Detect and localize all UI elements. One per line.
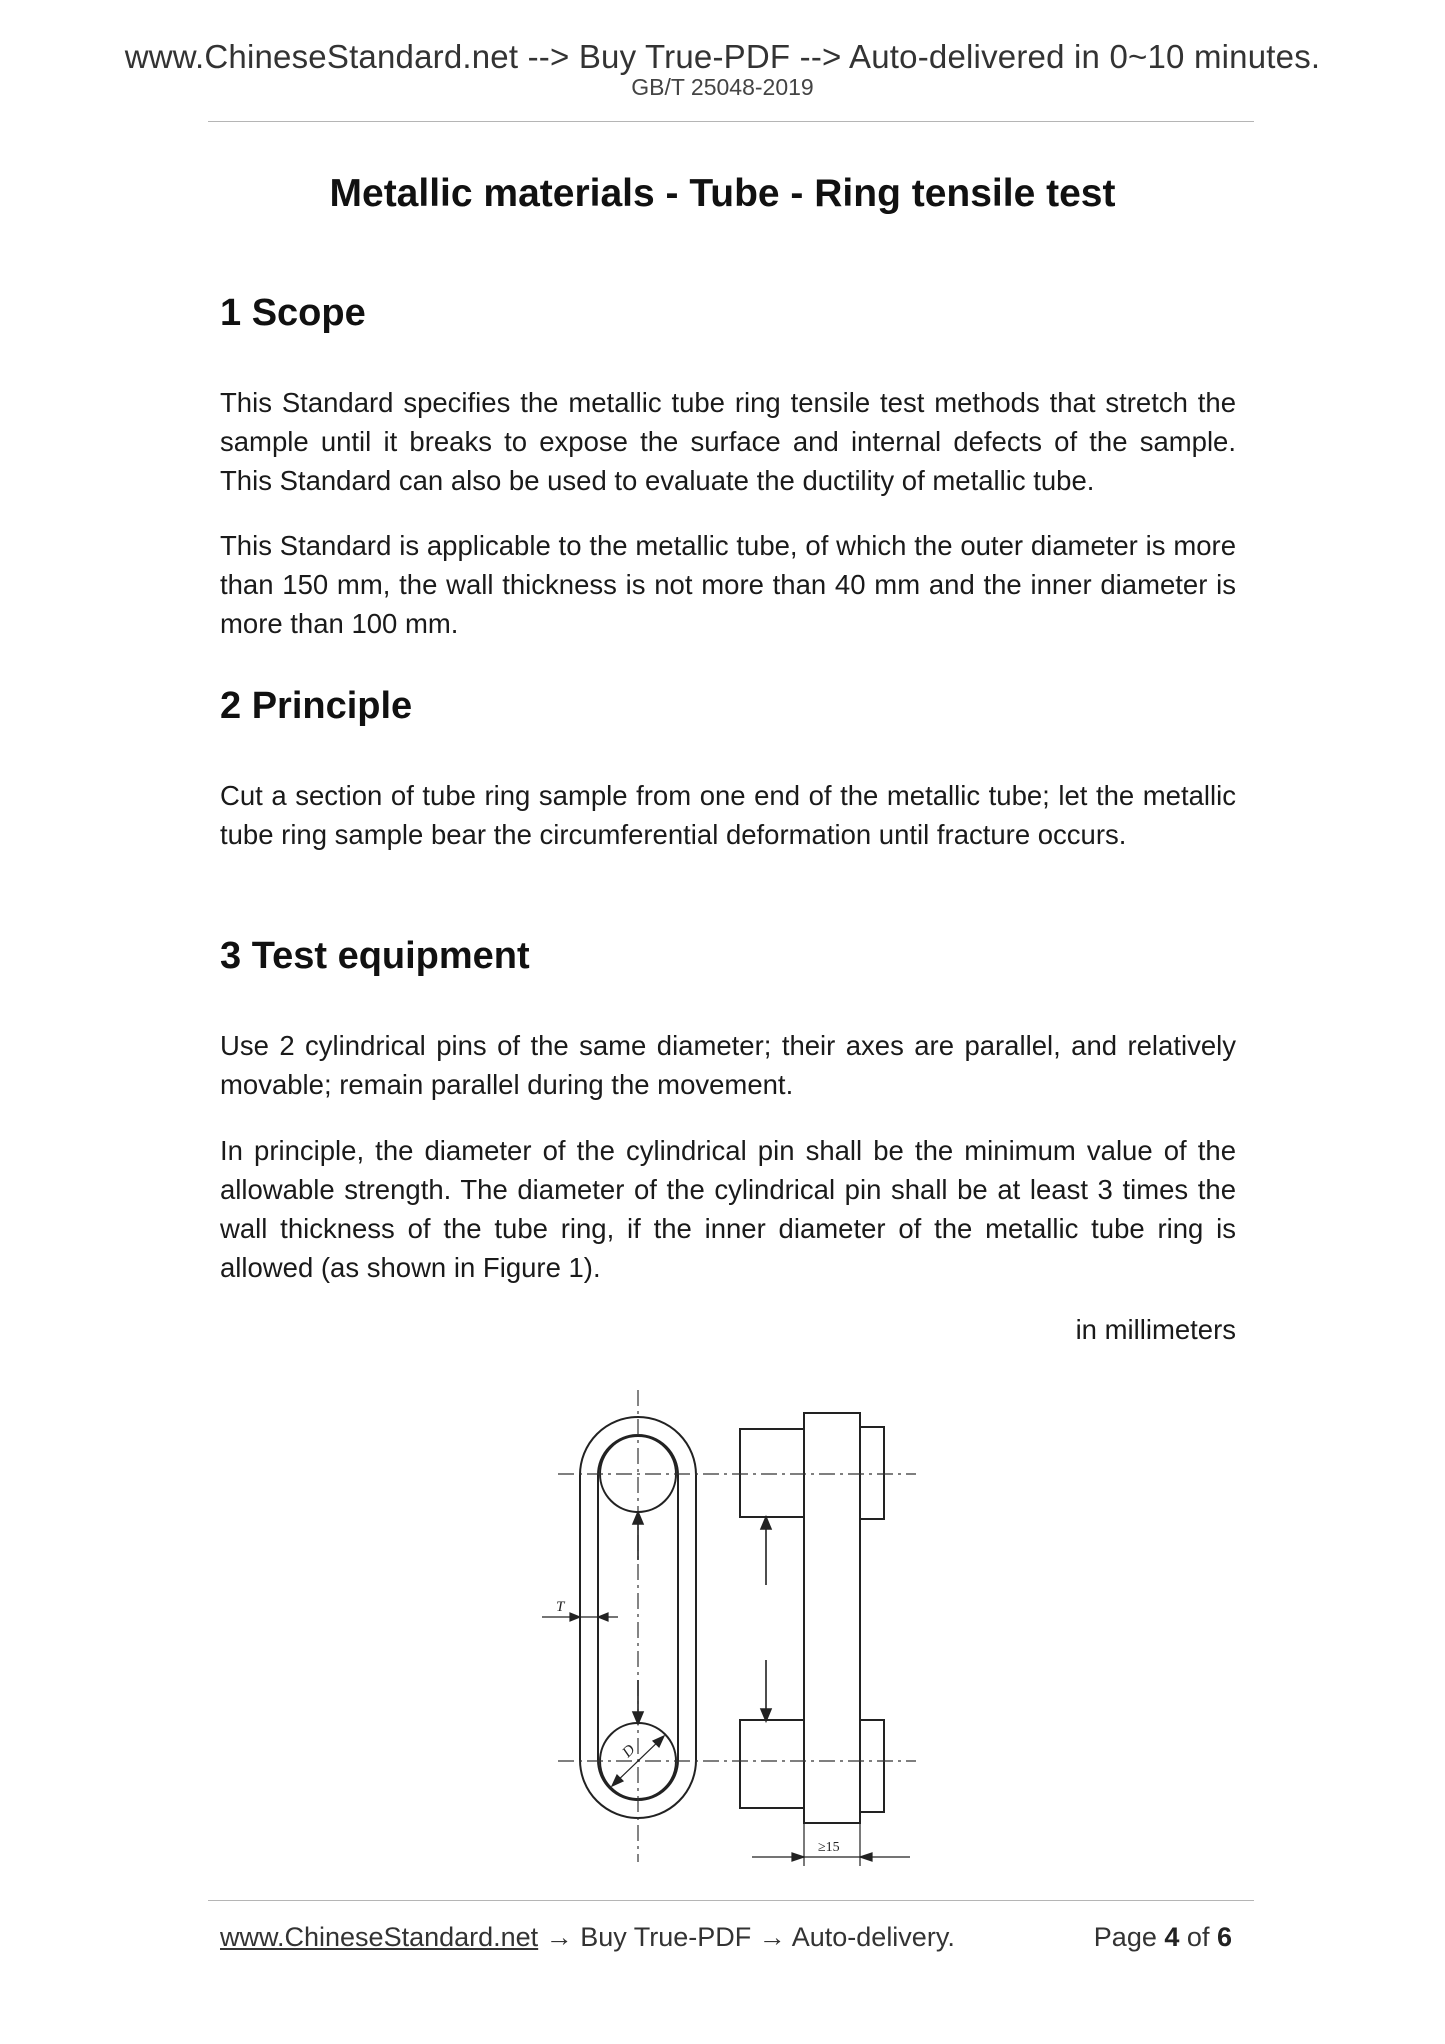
ring-upper-arrowhead	[633, 1512, 643, 1524]
side-view-lower-pin	[740, 1720, 804, 1808]
scope-paragraph-1: This Standard specifies the metallic tube ring tensile test methods that stretch the sample until it breaks to expose the surface and internal defects of the sample. This Standard can also be used to evaluate the ductility of metallic tube.	[220, 387, 1236, 496]
document-title: Metallic materials - Tube - Ring tensile test	[329, 172, 1116, 215]
units-note: in millimeters	[1075, 1314, 1236, 1345]
side-view-upper-flange	[860, 1427, 884, 1519]
footer-promo-text: → Buy True-PDF → Auto-delivery.	[538, 1922, 955, 1952]
page-of: of	[1186, 1922, 1210, 1952]
header-banner: www.ChineseStandard.net --> Buy True-PDF --> Auto-delivered in 0~10 minutes.	[124, 38, 1321, 75]
figure-ring-tensile-fixture	[520, 1380, 940, 1880]
side-view-upper-pin	[740, 1429, 804, 1517]
side-upper-arrowhead	[761, 1517, 771, 1529]
width-arrowhead-right	[860, 1853, 872, 1861]
section-heading-principle: 2 Principle	[220, 685, 413, 727]
page-indicator	[1094, 1922, 1232, 1953]
footer-divider	[208, 1900, 1254, 1901]
wall-arrowhead-left	[598, 1613, 608, 1621]
scope-paragraph-2: This Standard is applicable to the metallic tube, of which the outer diameter is more than 150 mm, the wall thickness is not more than 40 mm and the inner diameter is more than 100 mm.	[220, 530, 1236, 639]
footer-site-link[interactable]: www.ChineseStandard.net	[220, 1922, 539, 1952]
equipment-paragraph-2: In principle, the diameter of the cylindrical pin shall be the minimum value of the allowable strength. The diameter of the cylindrical pin shall be at least 3 times the wall thickness of the tube ring, if the inner diameter of the metallic tube ring is allowed (as shown in Figure 1).	[220, 1135, 1236, 1283]
wall-thickness-label: T	[556, 1599, 565, 1615]
width-arrowhead-left	[792, 1853, 804, 1861]
width-dimension-label: ≥15	[818, 1840, 840, 1855]
pin-diameter-label: D	[619, 1741, 639, 1761]
header-divider	[208, 121, 1254, 122]
page-current: 4	[1164, 1922, 1180, 1952]
principle-paragraph: Cut a section of tube ring sample from one end of the metallic tube; let the metallic tube ring sample bear the circumferential deformation until fracture occurs.	[220, 780, 1236, 850]
wall-arrowhead-right	[570, 1613, 580, 1621]
page-total: 6	[1216, 1922, 1232, 1952]
footer-promo	[220, 1922, 955, 1953]
page-label: Page	[1093, 1922, 1157, 1952]
section-heading-test-equipment: 3 Test equipment	[220, 935, 530, 977]
standard-code: GB/T 25048-2019	[631, 74, 814, 100]
section-heading-scope: 1 Scope	[220, 292, 366, 334]
equipment-paragraph-1: Use 2 cylindrical pins of the same diameter; their axes are parallel, and relatively movable; remain parallel during the movement.	[220, 1030, 1236, 1100]
side-view-lower-flange	[860, 1720, 884, 1812]
